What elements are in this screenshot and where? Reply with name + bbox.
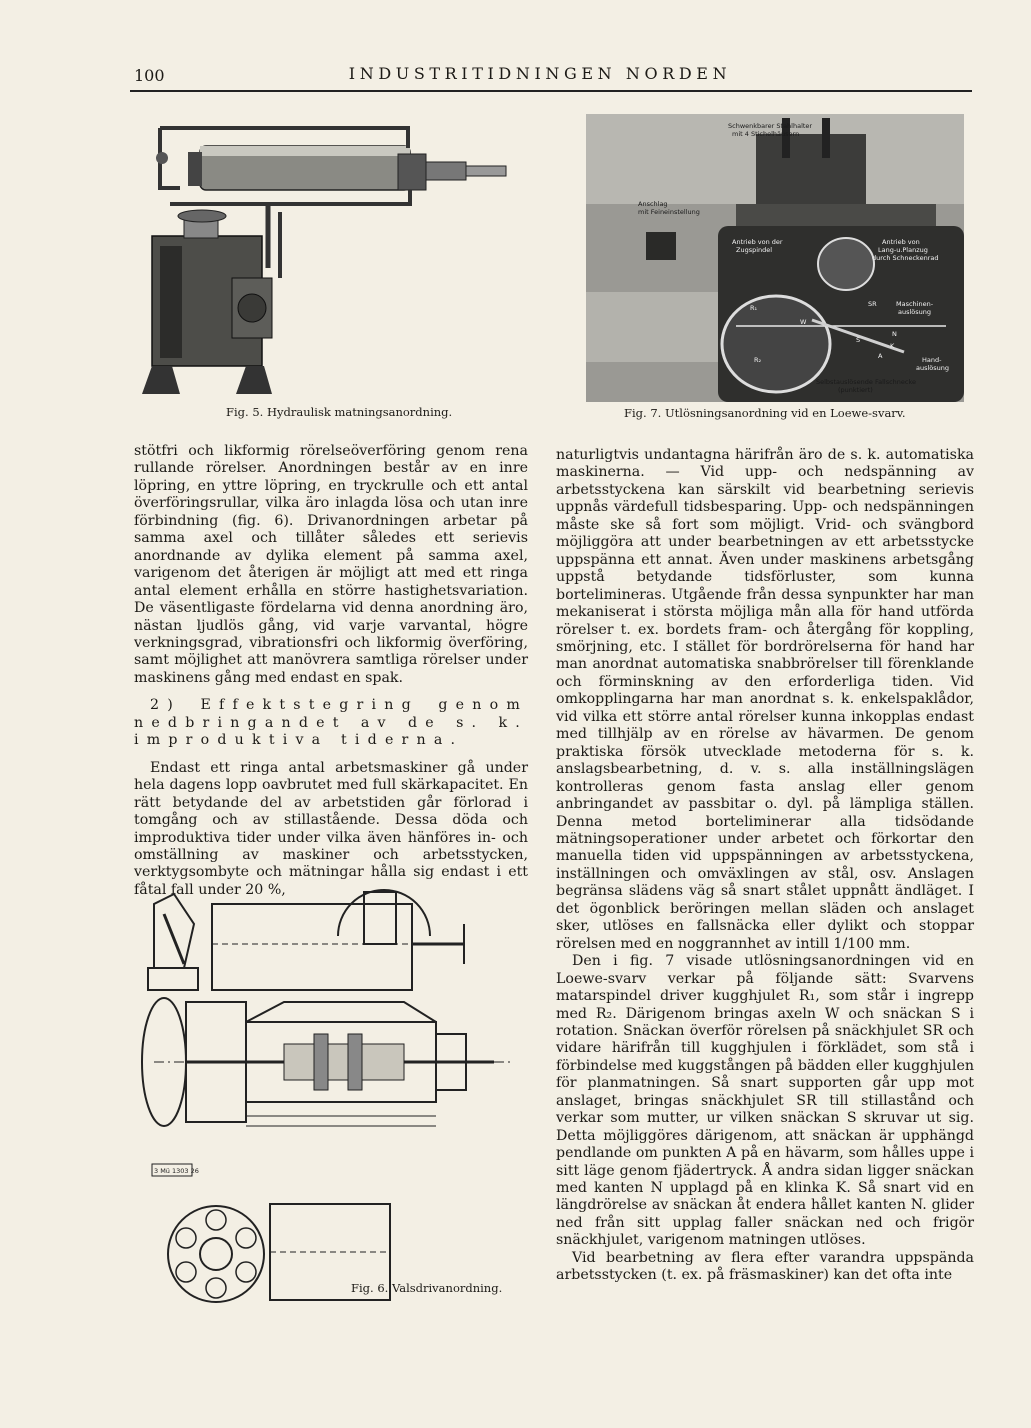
header-rule <box>130 90 972 92</box>
label-n: N <box>892 330 897 338</box>
label-w: W <box>800 318 807 326</box>
section-heading: 2) Effektstegring genom nedbringandet av de s. k. improduktiva tiderna. <box>134 697 528 749</box>
page-number: 100 <box>134 66 165 85</box>
label-sr: SR <box>868 300 877 308</box>
figure-7-caption: Fig. 7. Utlösningsanordning vid en Loewe-svarv. <box>624 406 906 420</box>
hydraulic-feed-drawing <box>140 108 530 408</box>
label-stop: Anschlag <box>638 200 668 208</box>
right-paragraph-1: naturligtvis undantagna härifrån äro de s. k. automatiska maskinerna. — Vid upp- och nedspänning av arbetsstyckena kan särskilt vid bearbetning serievis uppnås värdefull tidsbesparing. Upp- och nedspänningen måste ske så fort som möjligt. Vrid- och svängbord möjliggöra att under bearbetningen av ett arbetsstycke uppspänna ett annat. Även under maskinens arbetsgång uppstå betydande tidsförluster, som kunna bortelimineras. Utgående från dessa synpunkter har man mekaniserat i största möjliga mån alla för hand utförda rörelser t. ex. bordets fram- och återgång för koppling, smörjning, etc. I stället för bordrörelserna för hand har man anordnat automatiska snabbrörelser till förenklande och förminskning av den erforderliga tiden. Vid omkopplingarna har man anordnat s. k. enkelspaklådor, vid vilka ett större antal rörelser kunna inkopplas endast med tillhjälp av en rörelse av hävarmen. De genom praktiska försök utvecklade metoderna för s. k. anslagsbearbetning, d. v. s. alla inställningslägen kontrolleras genom fasta anslag eller genom anbringandet av passbitar o. dyl. på lämpliga ställen. Denna metod borteliminerar alla tidsödande mätningsoperationer under arbetet och förkortar den manuella tiden vid uppspänningen av arbetsstyckena, inställningen och omväxlingen av stål, osv. Anslagen begränsa slädens väg så snart stålet uppnått ändläget. I det ögonblick beröringen mellan släden och anslaget sker, utlöses en fallsnäcka eller dylikt och stoppar rörelsen med en noggrannhet av intill 1/100 mm. <box>556 447 974 952</box>
label-drive: Antrieb von der <box>732 238 783 246</box>
label-self-release-sub: (punktiert) <box>838 386 873 394</box>
label-s: S <box>856 336 861 344</box>
label-stop-sub: mit Feineinstellung <box>638 208 700 216</box>
figure-6-caption: Fig. 6. Valsdrivanordning. <box>351 1281 503 1295</box>
right-paragraph-2: Den i fig. 7 visade utlösningsanordningen vid en Loewe-svarv verkar på följande sätt: Svarvens matarspindel driver kugghjulet R₁, som står i ingrepp med R₂. Därigenom bringas axeln W och snäckan S i rotation. Snäckan överför rörelsen på snäckhjulet SR och vidare härifrån till kugghjulen i förklädet, som stå i förbindelse med kuggstången på bädden eller kugghjulen för planmatningen. Så snart supporten går upp mot anslaget, bringas snäckhjulet SR till stillastånd och verkar som mutter, ur vilken snäckan S skruvar ut sig. Detta möjliggöres därigenom, att snäckan är upphängd pendlande om punkten A på en hävarm, som hålles uppe i sitt läge genom fjädertryck. Å andra sidan ligger snäckan med kanten N upplagd på en klinka K. Så snart vid en längdrörelse av snäckan åt endera hållet kanten N. glider ned från sitt upplag faller snäckan ned och frigör snäckhjulet, varigenom matningen utlöses. <box>556 953 974 1249</box>
right-text-column <box>556 447 974 1285</box>
figure-7-lathe-release <box>586 114 964 402</box>
label-hand-release: Hand- <box>922 356 942 364</box>
figure-6-roller-drive <box>134 884 524 1304</box>
journal-title: INDUSTRITIDNINGEN NORDEN <box>348 64 732 83</box>
label-drive-right-1: Antrieb von <box>882 238 920 246</box>
label-k: K <box>890 342 895 350</box>
right-paragraph-3: Vid bearbetning av flera efter varandra uppspända arbetsstycken (t. ex. på fräsmaskiner) kan det ofta inte <box>556 1249 974 1284</box>
figure-5-hydraulic-feed <box>140 108 530 408</box>
label-hand-release-sub: auslösung <box>916 364 950 372</box>
figure-5-caption: Fig. 5. Hydraulisk matningsanordning. <box>226 405 453 419</box>
roller-drive-drawing <box>134 884 524 1304</box>
label-drive-sub: Zugspindel <box>736 246 773 254</box>
label-r2: R₂ <box>754 356 762 364</box>
left-text-column <box>134 443 528 899</box>
label-self-release: Selbstauslösende Fallschnecke <box>816 378 917 386</box>
label-swivel-holder-sub: mit 4 Stichelhäusern <box>732 130 800 138</box>
label-machine-release: Maschinen- <box>896 300 934 308</box>
label-drive-right-3: durch Schneckenrad <box>872 254 939 262</box>
lathe-release-photo <box>586 114 964 402</box>
left-paragraph-1: stötfri och likformig rörelseöverföring genom rena rullande rörelser. Anordningen består av en inre löpring, en yttre löpring, en tryckrulle och ett antal överföringsrullar, vilka äro inlagda lösa och utan inre förbindning (fig. 6). Drivanordningen arbetar på samma axel och tillåter således ett serievis anordnande av dylika element på samma axel, varigenom det återigen är möjligt att med ett ringa antal element erhålla en större hastighetsvariation. De väsentligaste fördelarna vid denna anordning äro, nästan ljudlös gång, vid varje varvantal, högre verkningsgrad, vibrationsfri och likformig överföring, samt möjlighet att manövrera samtliga rörelser under maskinens gång med endast en spak. <box>134 443 528 686</box>
label-swivel-holder: Schwenkbarer Stahlhalter <box>728 122 813 130</box>
label-r1: R₁ <box>750 304 758 312</box>
drawing-stamp: 3 Mü 1303 26 <box>154 1167 199 1175</box>
left-paragraph-2: Endast ett ringa antal arbetsmaskiner gå under hela dagens lopp oavbrutet med full skärkapacitet. En rätt betydande del av arbetstiden går förlorad i tomgång och av stillastående. Dessa döda och improduktiva tider under vilka även hänföres in- och omställning av maskiner och arbetsstycken, verktygsombyte och mätningar hålla sig endast i ett fåtal fall under 20 %, <box>134 759 528 898</box>
label-a: A <box>878 352 883 360</box>
label-machine-release-sub: auslösung <box>898 308 932 316</box>
label-drive-right-2: Lang-u.Planzug <box>878 246 928 254</box>
